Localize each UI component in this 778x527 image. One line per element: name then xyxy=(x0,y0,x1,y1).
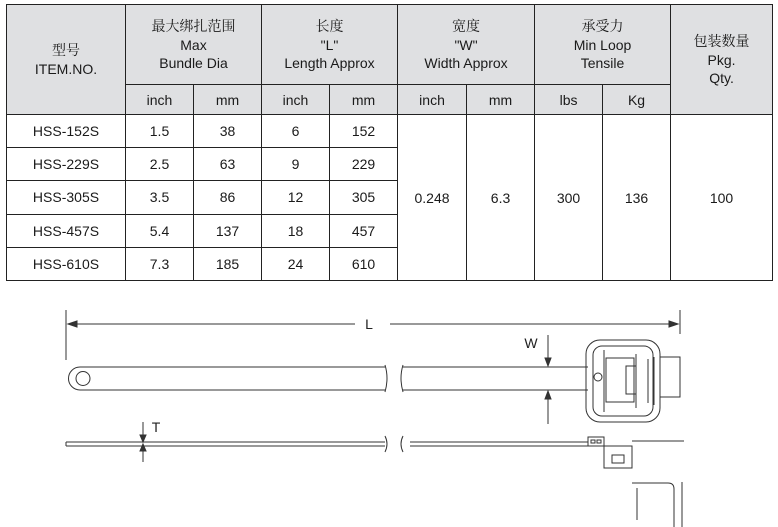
cell-length-mm: 457 xyxy=(330,214,398,247)
cell-tensile-lbs: 300 xyxy=(535,115,603,281)
header-item-en: ITEM.NO. xyxy=(34,60,98,77)
cell-item: HSS-457S xyxy=(7,214,126,247)
cell-bundle-inch: 7.3 xyxy=(126,247,194,280)
header-width-en1: "W" xyxy=(454,36,478,53)
header-length-en1: "L" xyxy=(320,36,339,53)
cell-bundle-mm: 38 xyxy=(194,115,262,148)
cell-length-inch: 24 xyxy=(262,247,330,280)
label-W: W xyxy=(524,335,538,351)
strap-top-view xyxy=(69,365,588,392)
unit-width-inch: inch xyxy=(398,85,467,115)
cell-item: HSS-305S xyxy=(7,181,126,214)
header-width-cn: 宽度 xyxy=(452,18,481,35)
header-tensile-cn: 承受力 xyxy=(581,18,624,35)
header-pkg-en2: Qty. xyxy=(709,69,734,86)
unit-length-inch: inch xyxy=(262,85,330,115)
header-width-en2: Width Approx xyxy=(424,54,508,71)
header-length xyxy=(262,5,398,85)
cell-item: HSS-229S xyxy=(7,148,126,181)
unit-bundle-inch: inch xyxy=(126,85,194,115)
header-pkg xyxy=(671,5,773,115)
header-pkg-en1: Pkg. xyxy=(707,51,736,68)
cell-length-mm: 152 xyxy=(330,115,398,148)
header-tensile xyxy=(535,5,671,85)
table-row xyxy=(7,115,773,148)
cell-item: HSS-610S xyxy=(7,247,126,280)
header-tensile-en2: Tensile xyxy=(580,54,625,71)
header-pkg-cn: 包装数量 xyxy=(693,33,750,50)
width-dimension xyxy=(545,335,551,424)
unit-tensile-kg: Kg xyxy=(603,85,671,115)
cell-bundle-mm: 86 xyxy=(194,181,262,214)
header-item xyxy=(7,5,126,115)
cell-bundle-mm: 137 xyxy=(194,214,262,247)
length-dimension xyxy=(66,310,680,360)
cell-bundle-inch: 2.5 xyxy=(126,148,194,181)
spec-table xyxy=(6,4,773,281)
cell-length-mm: 610 xyxy=(330,247,398,280)
header-item-cn: 型号 xyxy=(52,42,80,59)
header-length-cn: 长度 xyxy=(315,18,344,35)
header-bundle-en2: Bundle Dia xyxy=(159,54,228,71)
cell-bundle-inch: 5.4 xyxy=(126,214,194,247)
header-tensile-en1: Min Loop xyxy=(573,36,632,53)
cell-length-inch: 18 xyxy=(262,214,330,247)
unit-bundle-mm: mm xyxy=(194,85,262,115)
unit-length-mm: mm xyxy=(330,85,398,115)
cell-length-mm: 229 xyxy=(330,148,398,181)
clip-profile xyxy=(632,482,682,527)
strap-side-view xyxy=(66,436,684,468)
cell-bundle-inch: 1.5 xyxy=(126,115,194,148)
cell-length-inch: 6 xyxy=(262,115,330,148)
header-length-en2: Length Approx xyxy=(284,54,375,71)
header-bundle xyxy=(126,5,262,85)
header-bundle-en1: Max xyxy=(180,36,207,53)
cell-length-mm: 305 xyxy=(330,181,398,214)
label-T: T xyxy=(151,419,161,435)
unit-tensile-lbs: lbs xyxy=(535,85,603,115)
cell-length-inch: 12 xyxy=(262,181,330,214)
header-width xyxy=(398,5,535,85)
cell-length-inch: 9 xyxy=(262,148,330,181)
cell-bundle-mm: 63 xyxy=(194,148,262,181)
cell-bundle-inch: 3.5 xyxy=(126,181,194,214)
cell-item: HSS-152S xyxy=(7,115,126,148)
unit-width-mm: mm xyxy=(467,85,535,115)
cell-tensile-kg: 136 xyxy=(603,115,671,281)
cell-width-inch: 0.248 xyxy=(398,115,467,281)
cell-width-mm: 6.3 xyxy=(467,115,535,281)
header-bundle-cn: 最大绑扎范围 xyxy=(151,18,236,35)
locking-head xyxy=(586,340,680,422)
cell-pkg-qty: 100 xyxy=(671,115,773,281)
cell-bundle-mm: 185 xyxy=(194,247,262,280)
label-L: L xyxy=(365,316,373,332)
cable-tie-drawing xyxy=(0,284,778,527)
